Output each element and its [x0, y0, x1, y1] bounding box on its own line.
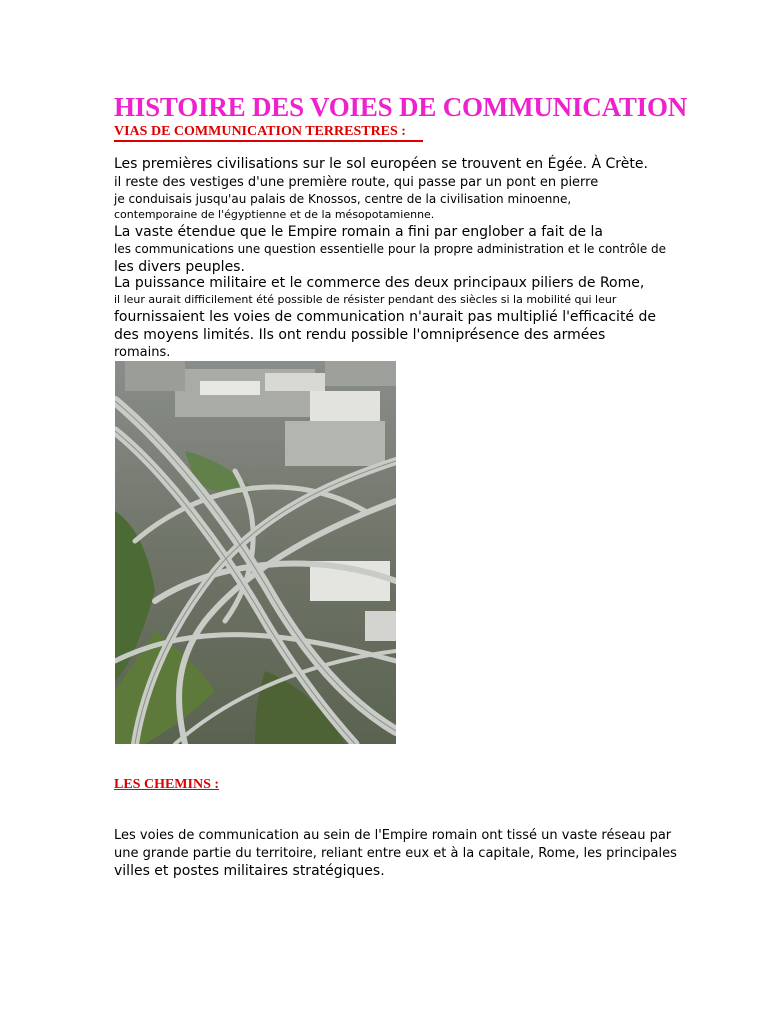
paragraph-line: La vaste étendue que le Empire romain a fini par englober a fait de la	[114, 224, 603, 240]
paragraph-line: il leur aurait difficilement été possible de résister pendant des siècles si la mobilité qui leur	[114, 293, 617, 306]
paragraph-line: il reste des vestiges d'une première route, qui passe par un pont en pierre	[114, 175, 599, 190]
section-heading: LES CHEMINS :	[114, 777, 220, 792]
paragraph-line: les divers peuples.	[114, 259, 245, 275]
paragraph-line: les communications une question essentielle pour la propre administration et le contrôle de	[114, 242, 667, 256]
paragraph-line: des moyens limités. Ils ont rendu possible l'omniprésence des armées	[114, 327, 606, 343]
paragraph-line: Les voies de communication au sein de l'Empire romain ont tissé un vaste réseau par	[114, 828, 672, 843]
paragraph-line: La puissance militaire et le commerce des deux principaux piliers de Rome,	[114, 275, 645, 291]
paragraph-line: fournissaient les voies de communication n'aurait pas multiplié l'efficacité de	[114, 309, 656, 325]
paragraph-line: je conduisais jusqu'au palais de Knossos, centre de la civilisation minoenne,	[114, 192, 572, 206]
paragraph-line: villes et postes militaires stratégiques.	[114, 863, 385, 879]
subtitle-heading: VIAS DE COMMUNICATION TERRESTRES :	[114, 124, 423, 142]
paragraph-line: contemporaine de l'égyptienne et de la mésopotamienne.	[114, 208, 435, 221]
page-title: HISTOIRE DES VOIES DE COMMUNICATION	[114, 92, 688, 122]
paragraph-line: romains.	[114, 345, 171, 360]
paragraph-line: Les premières civilisations sur le sol européen se trouvent en Égée. À Crète.	[114, 156, 648, 172]
highway-interchange-aerial-photo	[115, 361, 396, 744]
paragraph-line: une grande partie du territoire, reliant entre eux et à la capitale, Rome, les principales	[114, 846, 677, 861]
